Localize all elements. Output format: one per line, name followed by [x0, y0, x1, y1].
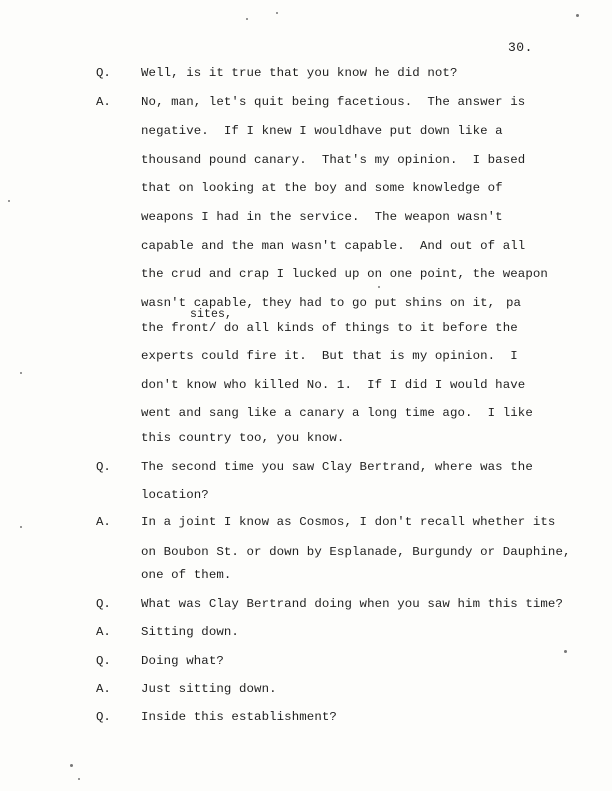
scan-speck	[564, 650, 567, 653]
transcript-line: the front/ do all kinds of things to it before the	[141, 321, 518, 335]
scan-speck	[20, 526, 22, 528]
transcript-line: capable and the man wasn't capable. And out of all	[141, 239, 526, 253]
transcript-line: that on looking at the boy and some knowledge of	[141, 181, 503, 195]
speaker-label: Q.	[96, 597, 111, 611]
speaker-label: A.	[96, 682, 111, 696]
scan-speck	[246, 18, 248, 20]
transcript-line: thousand pound canary. That's my opinion. I based	[141, 153, 526, 167]
transcript-line: on Boubon St. or down by Esplanade, Burgundy or Dauphine,	[141, 545, 571, 559]
speaker-label: A.	[96, 625, 111, 639]
scan-speck	[78, 778, 80, 780]
speaker-label: Q.	[96, 654, 111, 668]
transcript-line: this country too, you know.	[141, 431, 345, 445]
transcript-line: No, man, let's quit being facetious. The answer is	[141, 95, 526, 109]
speaker-label: Q.	[96, 710, 111, 724]
scan-speck	[20, 372, 22, 374]
transcript-line: wasn't capable, they had to go put shins on it,	[141, 296, 496, 310]
speaker-label: Q.	[96, 460, 111, 474]
speaker-label: A.	[96, 95, 111, 109]
transcript-line: the crud and crap I lucked up on one point, the weapon	[141, 267, 548, 281]
scan-speck	[276, 12, 278, 14]
handwritten-insert: sites,	[190, 308, 233, 321]
handwritten-insert: pa	[506, 296, 522, 310]
transcript-line: weapons I had in the service. The weapon wasn't	[141, 210, 503, 224]
scan-speck	[70, 764, 73, 767]
transcript-line: don't know who killed No. 1. If I did I would have	[141, 378, 526, 392]
transcript-line: Doing what?	[141, 654, 224, 668]
page-number: 30.	[508, 40, 533, 55]
transcript-line: one of them.	[141, 568, 232, 582]
transcript-line: In a joint I know as Cosmos, I don't recall whether its	[141, 515, 556, 529]
scan-speck	[378, 286, 380, 288]
transcript-line: Inside this establishment?	[141, 710, 337, 724]
scan-speck	[8, 200, 10, 202]
transcript-line: Sitting down.	[141, 625, 239, 639]
transcript-line: location?	[141, 488, 209, 502]
transcript-line: Just sitting down.	[141, 682, 277, 696]
scan-speck	[576, 14, 579, 17]
transcript-line: The second time you saw Clay Bertrand, where was the	[141, 460, 533, 474]
speaker-label: Q.	[96, 66, 111, 80]
transcript-line: experts could fire it. But that is my opinion. I	[141, 349, 518, 363]
transcript-line: negative. If I knew I wouldhave put down like a	[141, 124, 503, 138]
speaker-label: A.	[96, 515, 111, 529]
transcript-line: What was Clay Bertrand doing when you saw him this time?	[141, 597, 563, 611]
transcript-line: Well, is it true that you know he did not?	[141, 66, 458, 80]
transcript-line: went and sang like a canary a long time ago. I like	[141, 406, 533, 420]
